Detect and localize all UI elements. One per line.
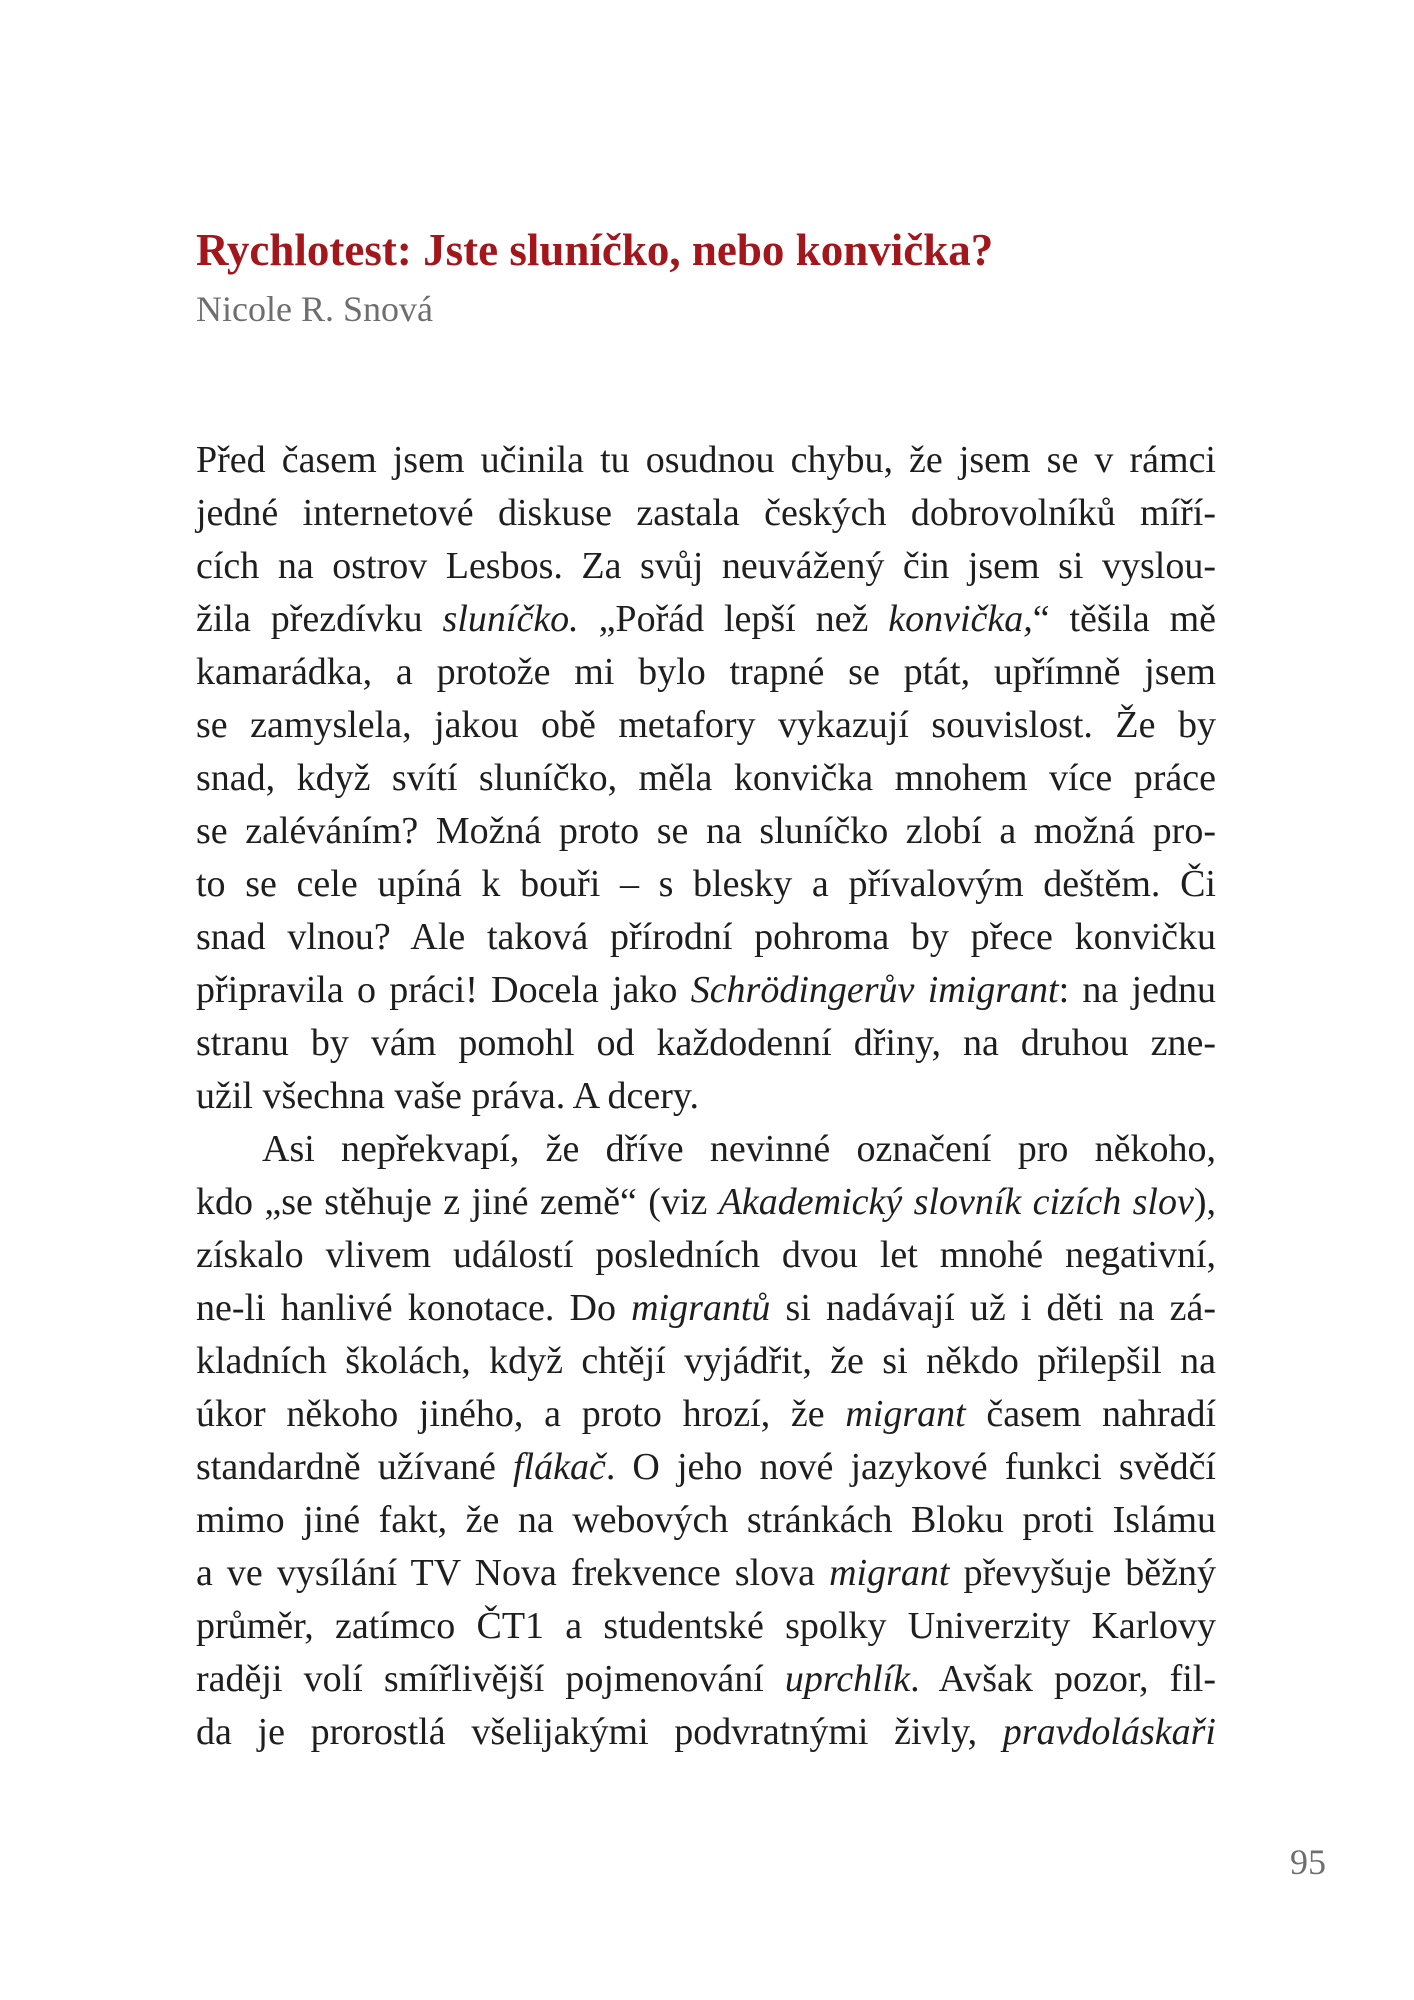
text-run: mimo jiné fakt, že na webových stránkách Bloku proti Islámu: [196, 1499, 1216, 1541]
text-line: [196, 1388, 1216, 1441]
text-run: snad vlnou? Ale taková přírodní pohroma by přece konvičku: [196, 916, 1216, 958]
text-run: snad, když svítí sluníčko, měla konvička mnohem více práce: [196, 757, 1216, 799]
text-line: [196, 1229, 1216, 1282]
italic-term: migrant: [829, 1552, 950, 1594]
text-run: Asi nepřekvapí, že dříve nevinné označení pro někoho,: [262, 1128, 1216, 1170]
text-run: da je prorostlá všelijakými podvratnými živly,: [196, 1711, 1003, 1753]
text-run: a ve vysílání TV Nova frekvence slova: [196, 1552, 830, 1594]
text-run: kladních školách, když chtějí vyjádřit, že si někdo přilepšil na: [196, 1340, 1216, 1382]
text-run: . Avšak pozor, fil-: [910, 1658, 1216, 1700]
text-line: [196, 646, 1216, 699]
text-run: . O jeho nové jazykové funkci svědčí: [605, 1446, 1216, 1488]
text-run: „Pořád lepší než: [578, 598, 889, 640]
italic-term: migrant: [845, 1393, 966, 1435]
text-line: [196, 1600, 1216, 1653]
text-run: průměr, zatímco ČT1 a studentské spolky Univerzity Karlovy: [196, 1605, 1216, 1647]
text-line: [196, 858, 1216, 911]
text-run: stranu by vám pomohl od každodenní dřiny, na druhou zne-: [196, 1022, 1216, 1064]
italic-term: uprchlík: [784, 1658, 911, 1700]
text-line: [196, 487, 1216, 540]
italic-term: flákač: [512, 1446, 606, 1488]
text-line: [196, 1441, 1216, 1494]
text-line: [196, 805, 1216, 858]
text-line: [196, 1282, 1216, 1335]
article-author: Nicole R. Snová: [196, 289, 433, 329]
text-line: [196, 593, 1216, 646]
text-run: si nadávají už i děti na zá-: [770, 1287, 1217, 1329]
text-line: [196, 434, 1216, 487]
text-run: cích na ostrov Lesbos. Za svůj neuvážený čin jsem si vyslou-: [196, 545, 1216, 587]
text-line: [196, 752, 1216, 805]
text-line: [196, 1494, 1216, 1547]
text-run: kdo „se stěhuje z jiné země“ (viz: [196, 1181, 719, 1223]
article-body: [196, 434, 1216, 1759]
text-line: [196, 540, 1216, 593]
text-run: časem nahradí: [965, 1393, 1217, 1435]
text-run: užil všechna vaše práva. A dcery.: [196, 1075, 699, 1117]
text-line: [196, 699, 1216, 752]
text-line: [196, 1176, 1216, 1229]
text-run: ),: [1193, 1181, 1216, 1223]
text-line: [196, 1706, 1216, 1759]
text-line: [196, 1547, 1216, 1600]
text-run: získalo vlivem událostí posledních dvou let mnohé negativní,: [196, 1234, 1216, 1276]
text-run: úkor někoho jiného, a proto hrozí, že: [196, 1393, 846, 1435]
italic-term: pravdoláskaři: [1002, 1711, 1216, 1753]
italic-term: konvička,: [888, 598, 1033, 640]
text-run: připravila o práci! Docela jako: [196, 969, 691, 1011]
text-run: kamarádka, a protože mi bylo trapné se ptát, upřímně jsem: [196, 651, 1216, 693]
text-run: převyšuje běžný: [949, 1552, 1217, 1594]
italic-term: migrantů: [631, 1287, 771, 1329]
text-run: : na jednu: [1058, 969, 1216, 1011]
page-number: 95: [1290, 1842, 1326, 1882]
text-line: [196, 1070, 1216, 1123]
italic-term: Akademický slovník cizích slov: [718, 1181, 1194, 1223]
text-run: to se cele upíná k bouři – s blesky a přívalovým deštěm. Či: [196, 863, 1216, 905]
italic-term: Schrödingerův imigrant: [690, 969, 1059, 1011]
text-line: [196, 911, 1216, 964]
text-line: [196, 964, 1216, 1017]
text-line: [196, 1017, 1216, 1070]
text-run: ne-li hanlivé konotace. Do: [196, 1287, 632, 1329]
article-title: Rychlotest: Jste sluníčko, nebo konvička?: [196, 225, 994, 275]
text-line: [196, 1123, 1216, 1176]
text-run: “ těšila mě: [1032, 598, 1216, 640]
text-line: [196, 1653, 1216, 1706]
text-run: raději volí smířlivější pojmenování: [196, 1658, 785, 1700]
text-run: žila přezdívku: [196, 598, 443, 640]
text-run: jedné internetové diskuse zastala českých dobrovolníků míří-: [196, 492, 1216, 534]
text-run: se zamyslela, jakou obě metafory vykazují souvislost. Že by: [196, 704, 1216, 746]
text-line: [196, 1335, 1216, 1388]
text-run: Před časem jsem učinila tu osudnou chybu, že jsem se v rámci: [196, 439, 1216, 481]
italic-term: sluníčko.: [442, 598, 579, 640]
text-run: se zaléváním? Možná proto se na sluníčko zlobí a možná pro-: [196, 810, 1216, 852]
text-run: standardně užívané: [196, 1446, 513, 1488]
